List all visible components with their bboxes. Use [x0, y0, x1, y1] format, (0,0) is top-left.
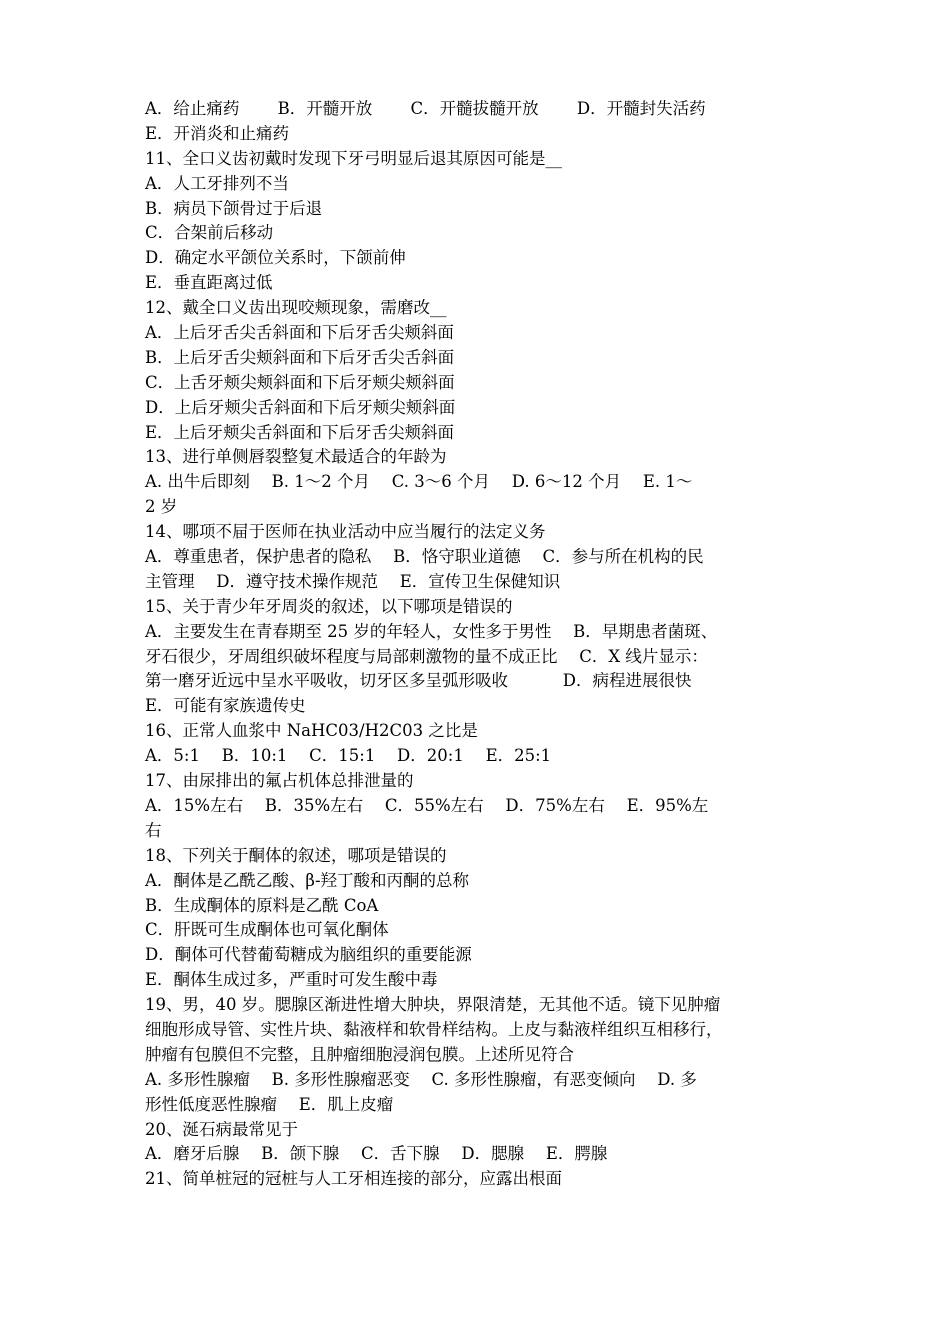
text-line: C．上舌牙颊尖颊斜面和下后牙颊尖颊斜面	[145, 372, 455, 392]
text-line: A．人工牙排列不当	[145, 173, 289, 193]
text-line: 肿瘤有包膜但不完整，且肿瘤细胞浸润包膜。上述所见符合	[145, 1044, 574, 1064]
text-line: 主管理 D．遵守技术操作规范 E．宣传卫生保健知识	[145, 571, 561, 591]
question-11: 11、全口义齿初戴时发现下牙弓明显后退其原因可能是__	[145, 148, 562, 168]
text-line: E．上后牙颊尖舌斜面和下后牙舌尖颊斜面	[145, 422, 455, 442]
text-line: 右	[145, 820, 162, 840]
text-line: B．上后牙舌尖颊斜面和下后牙舌尖舌斜面	[145, 347, 455, 367]
text-line: 2 岁	[145, 497, 178, 517]
text-line: D．酮体可代替葡萄糖成为脑组织的重要能源	[145, 945, 472, 965]
question-13: 13、进行单侧唇裂整复术最适合的年龄为	[145, 447, 447, 467]
text-line: D．上后牙颊尖舌斜面和下后牙颊尖颊斜面	[145, 397, 456, 417]
text-line: E．酮体生成过多，严重时可发生酸中毒	[145, 970, 438, 990]
text-line: A．酮体是乙酰乙酸、β-羟丁酸和丙酮的总称	[145, 870, 470, 890]
question-12: 12、戴全口义齿出现咬颊现象，需磨改__	[145, 298, 447, 318]
question-20: 20、涎石病最常见于	[145, 1119, 298, 1139]
question-15: 15、关于青少年牙周炎的叙述，以下哪项是错误的	[145, 596, 513, 616]
text-line: D．确定水平颌位关系时，下颌前伸	[145, 248, 406, 268]
text-line: A. 多形性腺瘤 B. 多形性腺瘤恶变 C. 多形性腺瘤，有恶变倾向 D. 多	[145, 1069, 697, 1089]
text-line: E．可能有家族遗传史	[145, 696, 306, 716]
text-line: A．尊重患者，保护患者的隐私 B．恪守职业道德 C．参与所在机构的民	[145, 547, 704, 567]
text-line: A．磨牙后腺 B．颌下腺 C．舌下腺 D．腮腺 E．腭腺	[145, 1144, 608, 1164]
text-line: E．垂直距离过低	[145, 273, 273, 293]
question-14: 14、哪项不屇于医师在执业活动中应当履行的法定义务	[145, 522, 546, 542]
question-21: 21、简单桩冠的冠桩与人工牙相连接的部分，应露出根面	[145, 1169, 562, 1189]
text-line: E．开消炎和止痛药	[145, 123, 290, 143]
text-line: B．生成酮体的原料是乙酰 CoA	[145, 895, 379, 915]
text-line: 形性低度恶性腺瘤 E．肌上皮瘤	[145, 1094, 394, 1114]
text-line: A．上后牙舌尖舌斜面和下后牙舌尖颊斜面	[145, 323, 454, 343]
question-17: 17、由尿排出的氟占机体总排泄量的	[145, 771, 414, 791]
question-18: 18、下列关于酮体的叙述，哪项是错误的	[145, 845, 447, 865]
document-page	[145, 97, 810, 1192]
text-line: 第一磨牙近远中呈水平吸收，切牙区多呈弧形吸收 D．病程进展很快	[145, 671, 692, 691]
text-line: B．病员下颌骨过于后退	[145, 198, 323, 218]
text-line: A．主要发生在青春期至 25 岁的年轻人，女性多于男性 B．早期患者菌斑、	[145, 621, 718, 641]
text-line: C．合架前后移动	[145, 223, 274, 243]
text-line: A．5:1 B．10:1 C．15:1 D．20:1 E．25:1	[145, 746, 552, 766]
text-line: A．给止痛药 B．开髓开放 C．开髓拔髓开放 D．开髓封失活药	[145, 99, 706, 118]
text-line: 牙石很少，牙周组织破坏程度与局部刺激物的量不成正比 C．X 线片显示：	[145, 646, 708, 666]
text-line: 细胞形成导管、实性片块、黏液样和软骨样结构。上皮与黏液样组织互相移行，	[145, 1019, 723, 1039]
question-16: 16、正常人血浆中 NaHC03/H2C03 之比是	[145, 721, 478, 741]
text-line: A．15%左右 B．35%左右 C．55%左右 D．75%左右 E．95%左	[145, 795, 709, 815]
text-line: C．肝既可生成酮体也可氧化酮体	[145, 920, 389, 940]
question-19: 19、男，40 岁。腮腺区渐进性增大肿块，界限清楚，无其他不适。镜下见肿瘤	[145, 995, 721, 1015]
text-line: A. 出牛后即刻 B. 1～2 个月 C. 3～6 个月 D. 6～12 个月 E. 1～	[145, 472, 693, 492]
